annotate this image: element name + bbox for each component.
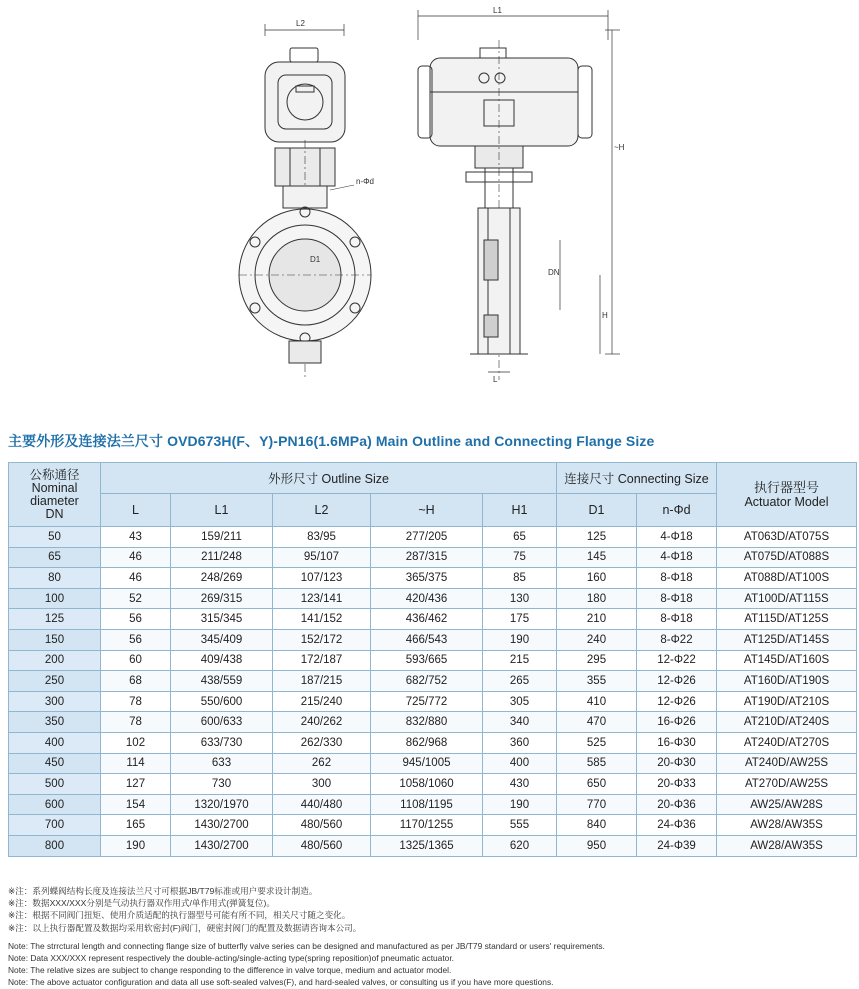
cell-dn: 500 (9, 774, 101, 795)
cell-l1: 248/269 (171, 568, 273, 589)
cell-dn: 80 (9, 568, 101, 589)
col-header-l1: L1 (171, 494, 273, 527)
cell-l2: 215/240 (273, 691, 371, 712)
cell-actuator-model: AT160D/AT190S (717, 671, 857, 692)
cell-actuator-model: AT240D/AW25S (717, 753, 857, 774)
cell-h1: 65 (483, 527, 557, 548)
cell-l2: 172/187 (273, 650, 371, 671)
cell-l1: 211/248 (171, 547, 273, 568)
cell-actuator-model: AT088D/AT100S (717, 568, 857, 589)
cell-n-phi-d: 20-Φ33 (637, 774, 717, 795)
cell-l: 46 (101, 547, 171, 568)
cell-h1: 430 (483, 774, 557, 795)
cell-h-total: 365/375 (371, 568, 483, 589)
cell-d1: 125 (557, 527, 637, 548)
label-dn: DN (548, 268, 560, 277)
cell-l1: 409/438 (171, 650, 273, 671)
cell-d1: 295 (557, 650, 637, 671)
cell-actuator-model: AT100D/AT115S (717, 588, 857, 609)
notes-english (8, 940, 856, 988)
cell-l2: 240/262 (273, 712, 371, 733)
cell-h1: 175 (483, 609, 557, 630)
spec-table (8, 462, 857, 857)
cell-l1: 345/409 (171, 629, 273, 650)
cell-dn: 350 (9, 712, 101, 733)
cell-d1: 585 (557, 753, 637, 774)
col-header-n-phi-d: n-Φd (637, 494, 717, 527)
cell-actuator-model: AT240D/AT270S (717, 732, 857, 753)
cell-actuator-model: AT115D/AT125S (717, 609, 857, 630)
table-row (9, 609, 857, 630)
cell-n-phi-d: 24-Φ39 (637, 835, 717, 856)
label-l1: L1 (493, 6, 502, 15)
cell-dn: 800 (9, 835, 101, 856)
cell-actuator-model: AW25/AW28S (717, 794, 857, 815)
cell-h-total: 725/772 (371, 691, 483, 712)
cell-dn: 50 (9, 527, 101, 548)
cell-l2: 480/560 (273, 815, 371, 836)
cell-h1: 555 (483, 815, 557, 836)
cell-d1: 160 (557, 568, 637, 589)
table-row (9, 568, 857, 589)
cell-l: 78 (101, 712, 171, 733)
cell-l2: 83/95 (273, 527, 371, 548)
label-d1: D1 (310, 255, 321, 264)
cell-dn: 125 (9, 609, 101, 630)
cell-actuator-model: AW28/AW35S (717, 815, 857, 836)
note-en: Note: The relative sizes are subject to change responding to the difference in valve torque, medium and actuator model. (8, 965, 452, 975)
cell-l1: 269/315 (171, 588, 273, 609)
cell-n-phi-d: 4-Φ18 (637, 527, 717, 548)
side-view (418, 10, 620, 380)
col-header-h-total: ~H (371, 494, 483, 527)
cell-l: 102 (101, 732, 171, 753)
header-dn-en2: diameter (30, 493, 79, 508)
cell-h1: 400 (483, 753, 557, 774)
cell-actuator-model: AW28/AW35S (717, 835, 857, 856)
cell-n-phi-d: 4-Φ18 (637, 547, 717, 568)
cell-l2: 262/330 (273, 732, 371, 753)
table-row (9, 691, 857, 712)
cell-n-phi-d: 12-Φ22 (637, 650, 717, 671)
cell-h1: 85 (483, 568, 557, 589)
cell-h1: 190 (483, 794, 557, 815)
cell-l1: 1430/2700 (171, 835, 273, 856)
cell-l: 46 (101, 568, 171, 589)
cell-h1: 130 (483, 588, 557, 609)
cell-h1: 75 (483, 547, 557, 568)
cell-l: 52 (101, 588, 171, 609)
cell-d1: 650 (557, 774, 637, 795)
cell-d1: 240 (557, 629, 637, 650)
col-header-l2: L2 (273, 494, 371, 527)
note-en: Note: Data XXX/XXX represent respectively the double-acting/single-acting type(spring reposition)of pneumatic actuator. (8, 953, 454, 963)
cell-n-phi-d: 12-Φ26 (637, 671, 717, 692)
cell-l2: 95/107 (273, 547, 371, 568)
table-row (9, 835, 857, 856)
cell-h1: 265 (483, 671, 557, 692)
cell-l: 165 (101, 815, 171, 836)
cell-h-total: 277/205 (371, 527, 483, 548)
cell-h-total: 436/462 (371, 609, 483, 630)
cell-h1: 360 (483, 732, 557, 753)
cell-h-total: 945/1005 (371, 753, 483, 774)
table-row (9, 547, 857, 568)
header-dn-en1: Nominal (31, 480, 78, 495)
valve-technical-drawing (0, 0, 859, 400)
cell-l2: 262 (273, 753, 371, 774)
col-header-h1: H1 (483, 494, 557, 527)
cell-l: 43 (101, 527, 171, 548)
cell-l1: 1320/1970 (171, 794, 273, 815)
cell-actuator-model: AT075D/AT088S (717, 547, 857, 568)
cell-actuator-model: AT125D/AT145S (717, 629, 857, 650)
col-header-l: L (101, 494, 171, 527)
cell-n-phi-d: 16-Φ26 (637, 712, 717, 733)
cell-l1: 550/600 (171, 691, 273, 712)
cell-n-phi-d: 20-Φ30 (637, 753, 717, 774)
cell-l: 127 (101, 774, 171, 795)
header-dn-zh: 公称通径 (29, 467, 80, 482)
header-connecting-size: 连接尺寸 Connecting Size (557, 463, 717, 494)
note-cn: ※注：根据不同阀门扭矩、使用介质适配的执行器型号可能有所不同，相关尺寸随之变化。 (8, 910, 351, 921)
cell-h1: 620 (483, 835, 557, 856)
cell-h-total: 287/315 (371, 547, 483, 568)
table-row (9, 753, 857, 774)
cell-l2: 300 (273, 774, 371, 795)
cell-n-phi-d: 8-Φ18 (637, 609, 717, 630)
cell-h-total: 1325/1365 (371, 835, 483, 856)
cell-l1: 730 (171, 774, 273, 795)
cell-h-total: 466/543 (371, 629, 483, 650)
cell-l2: 480/560 (273, 835, 371, 856)
cell-n-phi-d: 20-Φ36 (637, 794, 717, 815)
cell-h-total: 1170/1255 (371, 815, 483, 836)
cell-d1: 410 (557, 691, 637, 712)
cell-d1: 950 (557, 835, 637, 856)
cell-h-total: 420/436 (371, 588, 483, 609)
cell-l: 56 (101, 629, 171, 650)
cell-actuator-model: AT190D/AT210S (717, 691, 857, 712)
cell-dn: 65 (9, 547, 101, 568)
header-actuator-en: Actuator Model (744, 494, 829, 509)
cell-l2: 123/141 (273, 588, 371, 609)
spec-table-body (9, 527, 857, 857)
cell-n-phi-d: 8-Φ18 (637, 588, 717, 609)
label-l: L (493, 375, 498, 384)
cell-h-total: 862/968 (371, 732, 483, 753)
cell-dn: 100 (9, 588, 101, 609)
cell-dn: 300 (9, 691, 101, 712)
table-row (9, 794, 857, 815)
front-view (239, 24, 371, 380)
table-row (9, 629, 857, 650)
cell-dn: 150 (9, 629, 101, 650)
cell-d1: 355 (557, 671, 637, 692)
note-cn: ※注：数据XXX/XXX分别是气动执行器双作用式/单作用式(弹簧复位)。 (8, 898, 275, 909)
label-n-phi-d: n-Φd (356, 177, 374, 186)
cell-n-phi-d: 16-Φ30 (637, 732, 717, 753)
cell-d1: 180 (557, 588, 637, 609)
table-row (9, 671, 857, 692)
cell-h1: 340 (483, 712, 557, 733)
cell-h-total: 1108/1195 (371, 794, 483, 815)
cell-l1: 315/345 (171, 609, 273, 630)
cell-h1: 190 (483, 629, 557, 650)
cell-n-phi-d: 8-Φ18 (637, 568, 717, 589)
cell-l1: 1430/2700 (171, 815, 273, 836)
cell-n-phi-d: 24-Φ36 (637, 815, 717, 836)
cell-n-phi-d: 12-Φ26 (637, 691, 717, 712)
cell-dn: 600 (9, 794, 101, 815)
cell-l1: 600/633 (171, 712, 273, 733)
cell-l: 68 (101, 671, 171, 692)
cell-l1: 633/730 (171, 732, 273, 753)
cell-l: 56 (101, 609, 171, 630)
cell-actuator-model: AT063D/AT075S (717, 527, 857, 548)
cell-actuator-model: AT270D/AW25S (717, 774, 857, 795)
header-outline-size: 外形尺寸 Outline Size (101, 463, 557, 494)
header-actuator-zh: 执行器型号 (754, 479, 820, 495)
cell-n-phi-d: 8-Φ22 (637, 629, 717, 650)
note-en: Note: The above actuator configuration and data all use soft-sealed valves(F), and hard-sealed valves, or consulting us if you have more questions. (8, 977, 554, 987)
cell-d1: 470 (557, 712, 637, 733)
cell-d1: 145 (557, 547, 637, 568)
cell-l2: 107/123 (273, 568, 371, 589)
cell-l1: 438/559 (171, 671, 273, 692)
notes-chinese (8, 885, 361, 934)
table-row (9, 650, 857, 671)
cell-h-total: 1058/1060 (371, 774, 483, 795)
cell-h1: 305 (483, 691, 557, 712)
cell-h1: 215 (483, 650, 557, 671)
note-en: Note: The strrctural length and connecting flange size of butterfly valve series can be designed and manufactured as per JB/T79 standard or users' requirements. (8, 941, 605, 951)
cell-l1: 633 (171, 753, 273, 774)
table-row (9, 732, 857, 753)
cell-d1: 525 (557, 732, 637, 753)
cell-l1: 159/211 (171, 527, 273, 548)
header-dn (9, 463, 101, 527)
cell-d1: 210 (557, 609, 637, 630)
cell-h-total: 593/665 (371, 650, 483, 671)
label-h: H (602, 311, 608, 320)
table-row (9, 712, 857, 733)
cell-d1: 770 (557, 794, 637, 815)
table-row (9, 815, 857, 836)
cell-dn: 400 (9, 732, 101, 753)
cell-d1: 840 (557, 815, 637, 836)
cell-h-total: 682/752 (371, 671, 483, 692)
cell-l: 78 (101, 691, 171, 712)
cell-dn: 200 (9, 650, 101, 671)
cell-l2: 152/172 (273, 629, 371, 650)
table-row (9, 588, 857, 609)
cell-l: 154 (101, 794, 171, 815)
note-cn: ※注：系列蝶阀结构长度及连接法兰尺寸可根据JB/T79标准或用户要求设计制造。 (8, 886, 318, 896)
cell-dn: 450 (9, 753, 101, 774)
cell-dn: 700 (9, 815, 101, 836)
header-actuator-model (717, 463, 857, 527)
cell-l: 114 (101, 753, 171, 774)
cell-l2: 440/480 (273, 794, 371, 815)
label-h-total: ~H (614, 143, 625, 152)
cell-actuator-model: AT210D/AT240S (717, 712, 857, 733)
table-row (9, 527, 857, 548)
col-header-d1: D1 (557, 494, 637, 527)
cell-l2: 187/215 (273, 671, 371, 692)
cell-l: 60 (101, 650, 171, 671)
note-cn: ※注：以上执行器配置及数据均采用软密封(F)阀门，硬密封阀门的配置及数据请咨询本公司。 (8, 922, 362, 933)
cell-l: 190 (101, 835, 171, 856)
cell-l2: 141/152 (273, 609, 371, 630)
table-row (9, 774, 857, 795)
header-dn-en3: DN (45, 506, 64, 521)
cell-h-total: 832/880 (371, 712, 483, 733)
cell-dn: 250 (9, 671, 101, 692)
page-title: 主要外形及连接法兰尺寸 OVD673H(F、Y)-PN16(1.6MPa) Main Outline and Connecting Flange Size (8, 433, 655, 449)
label-l2: L2 (296, 19, 305, 28)
cell-actuator-model: AT145D/AT160S (717, 650, 857, 671)
